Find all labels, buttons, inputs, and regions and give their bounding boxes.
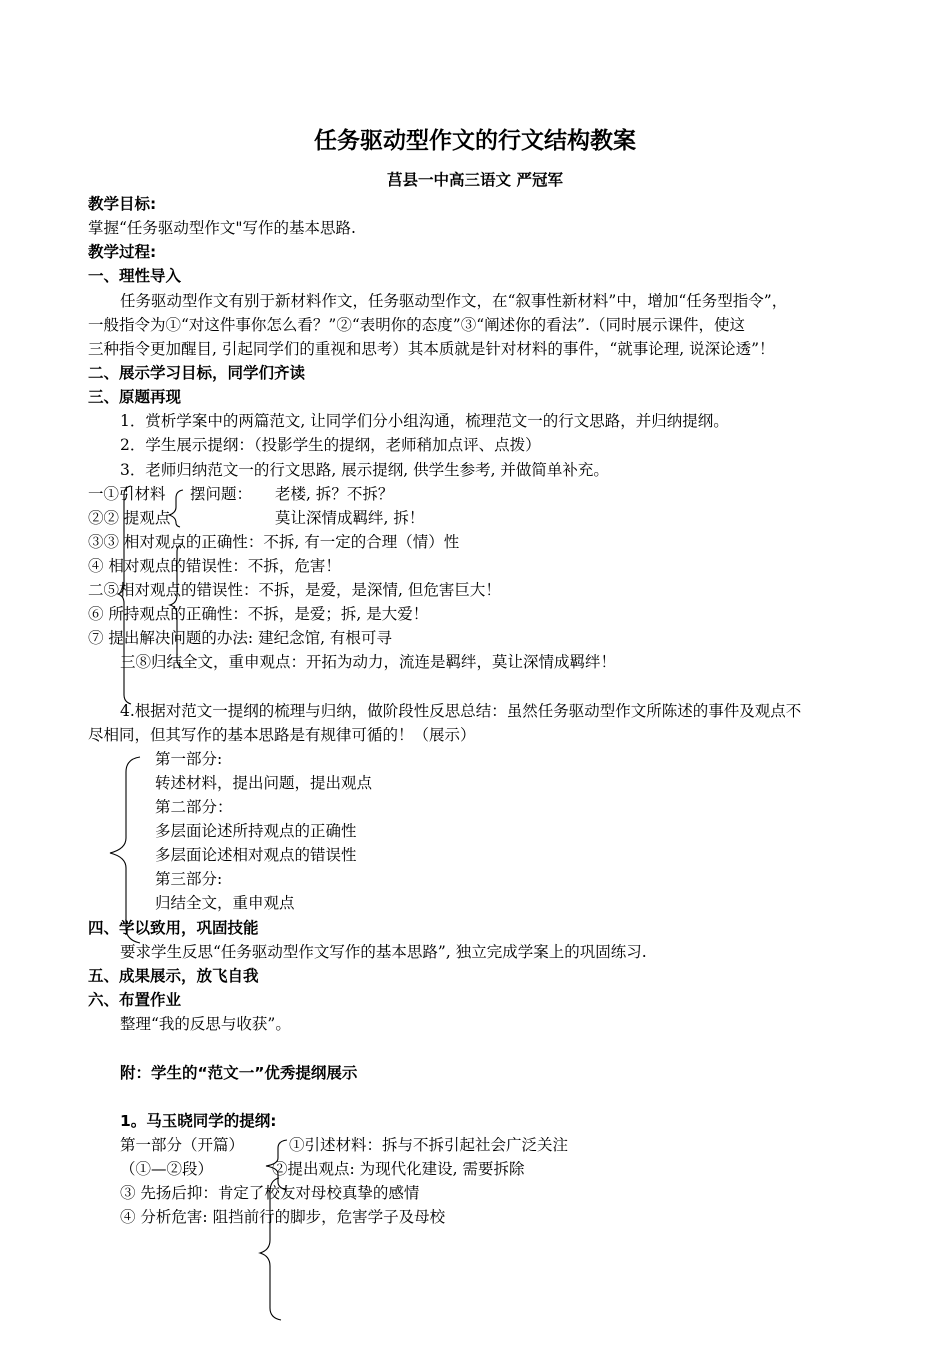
appendix-student-heading: 1。马玉晓同学的提纲: xyxy=(120,1112,277,1130)
summary-brace xyxy=(110,757,140,943)
outline-line: ⑦ 提出解决问题的办法: 建纪念馆, 有根可寻 xyxy=(88,629,392,647)
outline-line: 三⑧归结全文，重申观点：开拓为动力，流连是羁绊，莫让深情成羁绊！ xyxy=(120,653,617,671)
outline-line: ⑥ 所持观点的正确性：不拆，是爱；拆, 是大爱！ xyxy=(88,605,429,623)
process-heading: 教学过程: xyxy=(88,243,157,261)
summary-paragraph-line: 4.根据对范文一提纲的梳理与归纳，做阶段性反思总结：虽然任务驱动型作文所陈述的事件及观点不 xyxy=(120,702,802,720)
outline-line: ③③ 相对观点的正确性：不拆, 有一定的合理（情）性 xyxy=(88,533,460,551)
section-3-item: 1．赏析学案中的两篇范文, 让同学们分小组沟通，梳理范文一的行文思路，并归纳提纲。 xyxy=(120,412,729,430)
outline-line: ④ 相对观点的错误性：不拆，危害！ xyxy=(88,557,341,575)
goal-heading: 教学目标: xyxy=(88,195,157,213)
outline-line: 莫让深情成羁绊, 拆！ xyxy=(275,509,425,527)
appendix-line: ③ 先扬后抑：肯定了校友对母校真挚的感情 xyxy=(120,1184,420,1202)
outline-line: ②② 提观点 xyxy=(88,509,171,527)
summary-item: 第一部分: xyxy=(155,750,223,768)
section-4-heading: 四、学以致用，巩固技能 xyxy=(88,919,259,937)
summary-item: 多层面论述相对观点的错误性 xyxy=(155,846,357,864)
section-6-text: 整理“我的反思与收获”。 xyxy=(120,1015,291,1033)
section-6-heading: 六、布置作业 xyxy=(88,991,182,1009)
appendix-heading: 附：学生的“范文一”优秀提纲展示 xyxy=(120,1064,358,1082)
appendix-line: ④ 分析危害: 阻挡前行的脚步，危害学子及母校 xyxy=(120,1208,446,1226)
outline-line: 二⑤相对观点的错误性：不拆，是爱，是深情, 但危害巨大！ xyxy=(88,581,501,599)
summary-paragraph-line: 尽相同，但其写作的基本思路是有规律可循的！（展示） xyxy=(88,726,476,744)
section-4-text: 要求学生反思“任务驱动型作文写作的基本思路”, 独立完成学案上的巩固练习. xyxy=(120,943,647,961)
summary-item: 第二部分： xyxy=(155,798,233,816)
summary-item: 第三部分: xyxy=(155,870,223,888)
section-5-heading: 五、成果展示，放飞自我 xyxy=(88,967,259,985)
appendix-line: ①引述材料：拆与不拆引起社会广泛关注 xyxy=(289,1136,569,1154)
appendix-line: 第一部分（开篇） xyxy=(120,1136,245,1154)
section-1-paragraph-line: 任务驱动型作文有别于新材料作文，任务驱动型作文，在“叙事性新材料”中，增加“任务型指令”， xyxy=(120,292,788,310)
summary-item: 转述材料，提出问题，提出观点 xyxy=(155,774,373,792)
author-line: 莒县一中高三语文 严冠军 xyxy=(387,171,563,189)
section-2-heading: 二、展示学习目标，同学们齐读 xyxy=(88,364,306,382)
summary-item: 归结全文，重申观点 xyxy=(155,894,295,912)
section-3-heading: 三、原题再现 xyxy=(88,388,182,406)
goal-text: 掌握“任务驱动型作文"写作的基本思路. xyxy=(88,219,356,237)
section-1-heading: 一、理性导入 xyxy=(88,267,182,285)
section-3-item: 2．学生展示提纲：（投影学生的提纲，老师稍加点评、点拨） xyxy=(120,436,541,454)
appendix-line: ②提出观点: 为现代化建设, 需要拆除 xyxy=(272,1160,525,1178)
outline-brace-small xyxy=(169,490,183,527)
outline-line: 一①引材料 xyxy=(88,485,166,503)
outline-line: 摆问题： xyxy=(190,485,253,503)
outline-line: 老楼, 拆？不拆？ xyxy=(275,485,394,503)
appendix-line: （①—②段） xyxy=(120,1160,214,1178)
section-1-paragraph-line: 一般指令为①“对这件事你怎么看？”②“表明你的态度”③“阐述你的看法”.（同时展示课件，使这 xyxy=(88,316,745,334)
section-3-item: 3．老师归纳范文一的行文思路, 展示提纲, 供学生参考, 并做简单补充。 xyxy=(120,461,609,479)
page-title: 任务驱动型作文的行文结构教案 xyxy=(314,128,636,154)
summary-item: 多层面论述所持观点的正确性 xyxy=(155,822,357,840)
section-1-paragraph-line: 三种指令更加醒目, 引起同学们的重视和思考）其本质就是针对材料的事件，“就事论理, 说深论透”！ xyxy=(88,340,775,358)
